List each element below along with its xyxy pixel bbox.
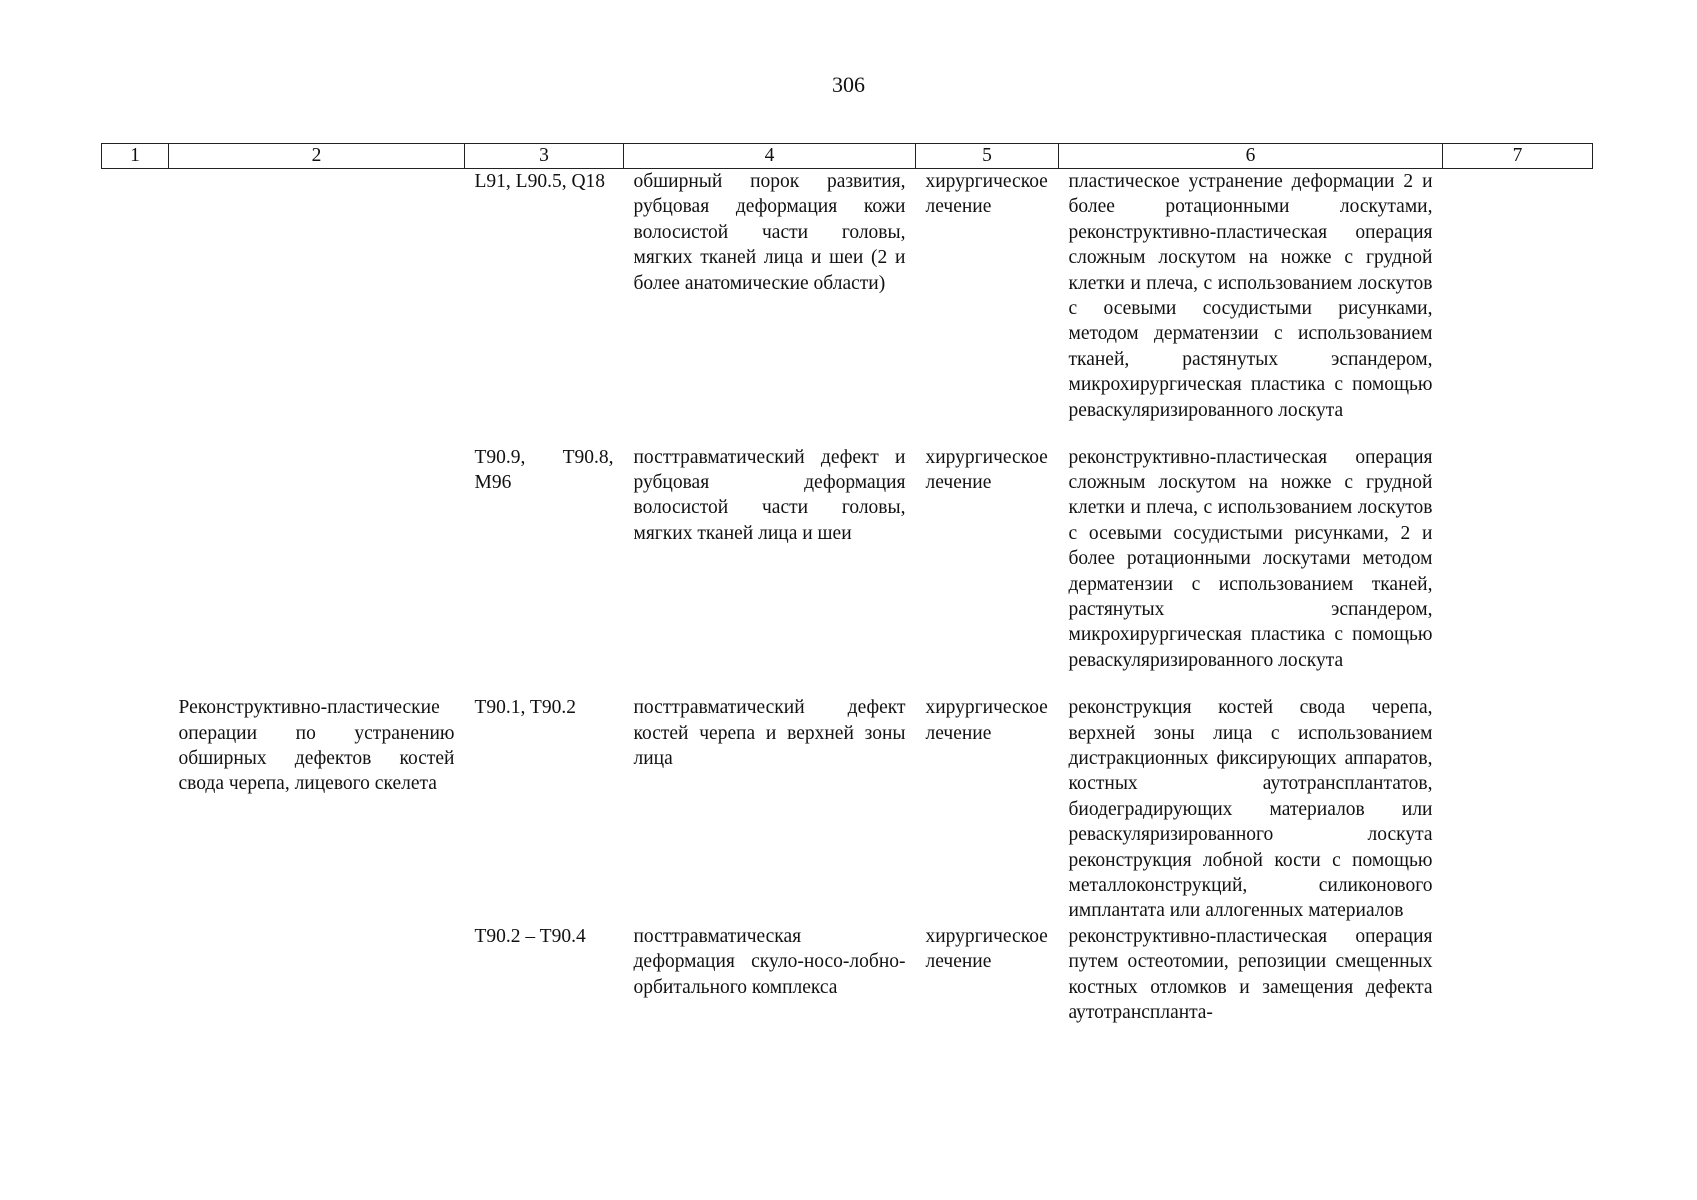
cell-procedure-group [169,924,465,1026]
page-number: 306 [832,72,865,97]
cell-icd-codes: L91, L90.5, Q18 [474,171,606,192]
header-col-1: 1 [102,144,169,169]
cell-diagnosis: обширный порок развития, рубцовая деформация кожи волосистой части головы, мягких тканей лица и шеи (2 и более анатомические области) [633,171,906,294]
cell-number [102,924,169,1026]
cell-treatment-method: реконструктивно-пластическая операция путем остеотомии, репозиции смещенных костных отломков и замещения дефекта аутотрансплантa- [1068,925,1433,1024]
cell-icd-codes: T90.9, T90.8, M96 [474,446,614,493]
cell-treatment-type: хирургическое лечение [925,925,1048,973]
cell-procedure-group [169,445,465,674]
cell-treatment-type: хирургическое лечение [925,171,1048,218]
cell-treatment-method: пластическое устранение деформации 2 и более ротационными лоскутами, реконструктивно-пластическая операция сложным лоскутом на ножке с грудной клетки и плеча, с использованием лоскутов с осевыми сосудистыми рисунками, методом дерматензии с использованием тканей, растянутых эспандером, микрохирургическая пластика с помощью реваскуляризированного лоскута [1068,171,1433,421]
cell-treatment-type: хирургическое лечение [925,697,1048,744]
header-col-2: 2 [169,144,465,169]
cell-col-7 [1443,445,1593,674]
cell-diagnosis: посттравматический дефект костей черепа и верхней зоны лица [633,697,906,769]
cell-icd-codes: T90.1, T90.2 [474,697,576,719]
header-col-3: 3 [465,144,624,169]
header-col-5: 5 [916,144,1059,169]
cell-procedure-group [169,169,465,445]
header-col-4: 4 [624,144,916,169]
cell-number [102,673,169,924]
cell-icd-codes: T90.2 – T90.4 [474,925,586,947]
cell-number [102,445,169,674]
cell-treatment-method: реконструктивно-пластическая операция сложным лоскутом на ножке с грудной клетки и плеча, с использованием лоскутов с осевыми сосудистыми рисунками, 2 и более ротационными лоскутами методом дерматензии с использованием тканей, растянутых эспандером, микрохирургическая пластика с помощью реваскуляризированного лоскута [1068,446,1433,671]
cell-col-7 [1443,673,1593,924]
header-col-7: 7 [1443,144,1593,169]
cell-number [102,169,169,445]
cell-col-7 [1443,169,1593,445]
cell-col-7 [1443,924,1593,1026]
table-row [102,445,1593,674]
table-row [102,924,1593,1026]
cell-procedure-group: Реконструктивно-пластические операции по устранению обширных дефектов костей свода черепа, лицевого скелета [178,697,455,795]
header-row [102,144,1593,169]
cell-treatment-method: реконструкция костей свода черепа, верхней зоны лица с использованием дистракционных фиксирующих аппаратов, костных аутотрансплантатов, биодеградирующих материалов или реваскуляризированного лоскута реконструкция лобной кости с помощью металлоконструкций, силиконового имплантата или аллогенных материалов [1068,697,1433,922]
cell-diagnosis: посттравматическая деформация скуло-носо-лобно-орбитального комплекса [633,925,906,998]
header-col-6: 6 [1059,144,1443,169]
cell-diagnosis: посттравматический дефект и рубцовая деформация волосистой части головы, мягких тканей лица и шеи [633,446,906,544]
medical-procedures-table [101,143,1593,1025]
cell-treatment-type: хирургическое лечение [925,446,1048,493]
table-row [102,169,1593,445]
table-row [102,673,1593,924]
